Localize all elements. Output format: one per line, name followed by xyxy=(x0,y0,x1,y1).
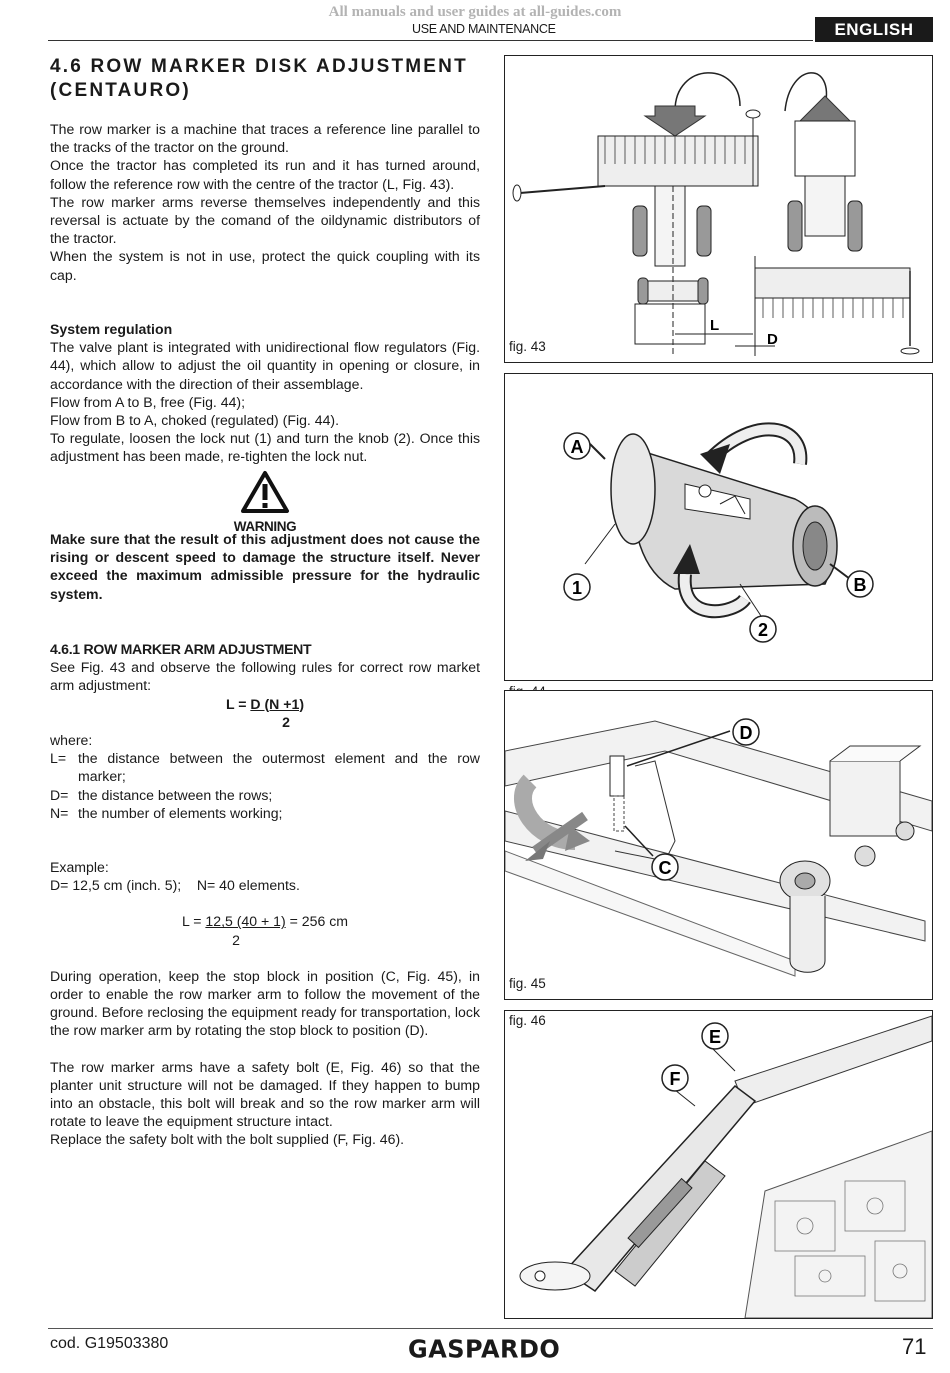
figure-43 xyxy=(504,55,933,363)
fig46-label-E: E xyxy=(708,1027,722,1047)
intro-p2: Once the tractor has completed its run and it has turned around, follow the reference row with the centre of the tractor (L, Fig. 43). xyxy=(50,157,480,192)
replace-text: Replace the safety bolt with the bolt supplied (F, Fig. 46). xyxy=(50,1131,405,1148)
header-title: USE AND MAINTENANCE xyxy=(412,22,556,36)
warning-label: WARNING xyxy=(233,519,297,534)
fig43-label-D: D xyxy=(767,331,778,348)
def-text: the number of elements working; xyxy=(78,804,283,821)
regulation-p4: To regulate, loosen the lock nut (1) and turn the knob (2). Once this adjustment has been made, re-tighten the lock nut. xyxy=(50,430,480,465)
formula-denominator: 2 xyxy=(282,713,290,730)
fig45-label-D: D xyxy=(739,723,753,743)
regulation-p3: Flow from B to A, choked (regulated) (Fig. 44). xyxy=(50,412,340,429)
intro-p1: The row marker is a machine that traces a reference line parallel to the tracks of the tractor on the ground. xyxy=(50,121,480,156)
example-numerator: 12,5 (40 + 1) xyxy=(205,913,286,930)
subsection-intro: See Fig. 43 and observe the following rules for correct row market arm adjustment: xyxy=(50,659,480,694)
regulation-title: System regulation xyxy=(50,321,173,337)
formula-lhs: L = xyxy=(225,695,251,712)
watermark: All manuals and user guides at all-guides.com xyxy=(328,4,622,20)
fig45-drawing xyxy=(505,691,932,999)
intro-p3: The row marker arms reverse themselves independently and this reversal is actuate by the comand of the oildynamic distributors of the tractor. xyxy=(50,193,480,247)
operation-text: During operation, keep the stop block in position (C, Fig. 45), in order to enable the row marker arm to follow the movement of the ground. Before reclosing the equipment ready for transportation, lock the row marker arm by rotating the stop block to position (D). xyxy=(50,967,480,1039)
where-label: where: xyxy=(50,732,93,749)
figure-46 xyxy=(504,1010,933,1319)
def-key: D= xyxy=(50,786,69,803)
section-title-line2: (CENTAURO) xyxy=(50,80,191,101)
fig44-label-B: B xyxy=(853,575,867,595)
fig44-label-1: 1 xyxy=(571,578,583,598)
example-denominator: 2 xyxy=(232,931,240,948)
page-number: 71 xyxy=(902,1334,927,1359)
fig46-label-F: F xyxy=(669,1069,681,1089)
section-title-line1: 4.6 ROW MARKER DISK ADJUSTMENT xyxy=(50,56,468,77)
footer-rule xyxy=(48,1328,933,1329)
def-text: the distance between the rows; xyxy=(78,786,273,803)
example-formula xyxy=(50,912,480,948)
intro-p4: When the system is not in use, protect the quick coupling with its cap. xyxy=(50,248,480,283)
example-lhs: L = xyxy=(182,913,206,930)
definition-L xyxy=(50,749,480,785)
regulation-p2: Flow from A to B, free (Fig. 44); xyxy=(50,393,246,410)
def-key: N= xyxy=(50,804,69,821)
formula xyxy=(50,695,480,731)
figure-45 xyxy=(504,690,933,1000)
def-text: the distance between the outermost element and the row marker; xyxy=(78,750,480,785)
def-key: L= xyxy=(50,750,67,767)
fig43-caption: fig. 43 xyxy=(509,339,546,354)
header-rule xyxy=(48,40,813,41)
section-title xyxy=(50,55,480,103)
formula-numerator: D (N +1) xyxy=(250,695,305,712)
safety-text: The row marker arms have a safety bolt (E, Fig. 46) so that the planter unit structure will not be damaged. If they happen to bump into an obstacle, this bolt will break and so the row marker arm will rotate to leave the equipment structure intact. xyxy=(50,1058,480,1130)
example-label: Example: xyxy=(50,859,109,876)
fig44-label-A: A xyxy=(570,437,584,457)
definition-N xyxy=(50,804,480,822)
example-values: D= 12,5 cm (inch. 5); N= 40 elements. xyxy=(50,877,300,894)
regulation-p1: The valve plant is integrated with unidirectional flow regulators (Fig. 44), which allow to adjust the oil quantity in opening or closure, in accordance with the direction of their assemblage. xyxy=(50,339,480,392)
definition-D xyxy=(50,786,480,804)
language-badge: ENGLISH xyxy=(815,17,933,42)
fig43-drawing xyxy=(505,56,932,362)
section-intro xyxy=(50,120,480,284)
fig45-label-C: C xyxy=(658,858,672,878)
fig43-label-L: L xyxy=(710,317,720,334)
fig46-drawing xyxy=(505,1011,932,1318)
fig45-caption: fig. 45 xyxy=(509,976,546,991)
subsection xyxy=(50,640,480,1149)
example-rhs: = 256 cm xyxy=(285,913,348,930)
warning-block xyxy=(230,470,300,534)
warning-icon xyxy=(240,470,290,514)
document-code: cod. G19503380 xyxy=(50,1335,169,1352)
fig46-caption: fig. 46 xyxy=(509,1013,546,1028)
figure-44 xyxy=(504,373,933,681)
system-regulation xyxy=(50,320,480,466)
fig44-label-2: 2 xyxy=(757,620,769,640)
subsection-title: 4.6.1 ROW MARKER ARM ADJUSTMENT xyxy=(50,641,312,657)
fig44-drawing xyxy=(505,374,932,680)
brand-logo: GASPARDO xyxy=(408,1334,561,1364)
warning-text: Make sure that the result of this adjustment does not cause the rising or descent speed to damage the structure itself. Never exceed the maximum admissible pressure for the hydraulic system. xyxy=(50,531,480,602)
